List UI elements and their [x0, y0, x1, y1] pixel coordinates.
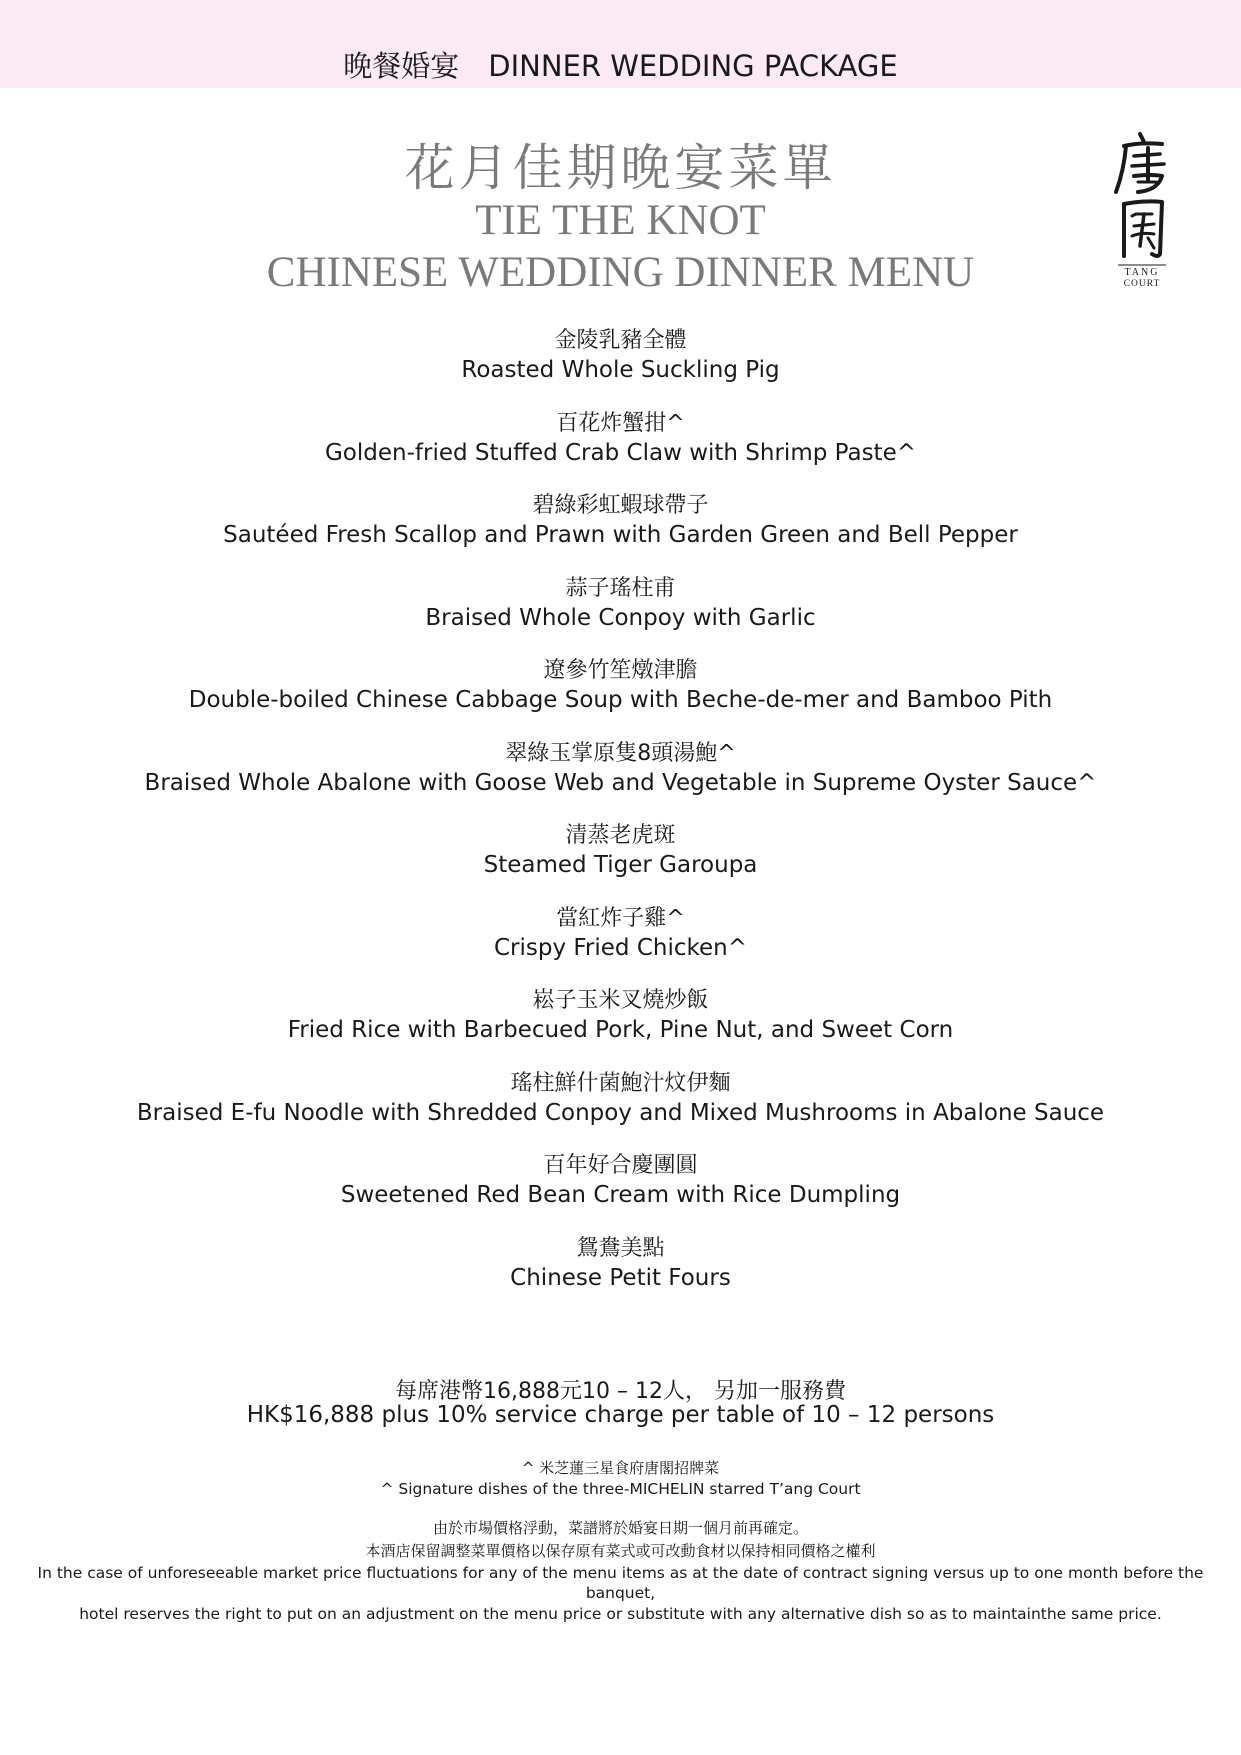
price-adjustment-note-chinese: 本酒店保留調整菜單價格以保存原有菜式或可改動食材以保持相同價格之權利 [365, 1542, 876, 1560]
menu-item [0, 410, 1241, 493]
menu-item [0, 905, 1241, 988]
menu-title-english-line2: CHINESE WEDDING DINNER MENU [266, 249, 975, 296]
dish-name-chinese: 清蒸老虎斑 [565, 823, 676, 848]
tang-court-calligraphy-logo-icon [1112, 130, 1172, 290]
dish-name-chinese: 當紅炸子雞^ [556, 905, 685, 931]
menu-item [0, 1235, 1241, 1318]
price-adjustment-note-english: hotel reserves the right to put on an adjustment on the menu price or substitute with any alternative dish so as to maintainthe same price. [79, 1605, 1162, 1623]
dish-name-chinese: 金陵乳豬全體 [554, 328, 687, 353]
dish-name-chinese: 鴛鴦美點 [576, 1235, 665, 1261]
menu-item [0, 1070, 1241, 1153]
price-fluctuation-note-english: In the case of unforeseeable market price fluctuations for any of the menu items as at the date of contract signing versus up to one month before the banquet, [37, 1564, 1204, 1602]
dish-name-chinese: 碧綠彩虹蝦球帶子 [532, 493, 709, 518]
dish-name-chinese: 崧子玉米叉燒炒飯 [532, 988, 709, 1013]
dish-name-english: Steamed Tiger Garoupa [483, 852, 758, 878]
tang-court-logo [1112, 130, 1172, 290]
menu-title-english-line1: TIE THE KNOT [475, 197, 766, 244]
dish-name-chinese: 百花炸蟹拑^ [556, 410, 685, 436]
dish-name-chinese: 瑤柱鮮什菌鮑汁炆伊麵 [510, 1070, 731, 1096]
price-english: HK$16,888 plus 10% service charge per table of 10 – 12 persons [246, 1402, 995, 1428]
menu-item [0, 740, 1241, 823]
dish-name-english: Braised E-fu Noodle with Shredded Conpoy and Mixed Mushrooms in Abalone Sauce [136, 1099, 1105, 1126]
dish-name-chinese: 翠綠玉掌原隻8頭湯鮑^ [505, 740, 736, 766]
menu-item [0, 1152, 1241, 1235]
dish-name-english: Roasted Whole Suckling Pig [461, 357, 780, 383]
menu-item [0, 822, 1241, 905]
signature-note-chinese: ^ 米芝蓮三星食府唐閣招牌菜 [521, 1459, 720, 1477]
dish-name-english: Sautéed Fresh Scallop and Prawn with Garden Green and Bell Pepper [223, 522, 1018, 548]
menu-item [0, 575, 1241, 658]
signature-note-english: ^ Signature dishes of the three-MICHELIN starred T’ang Court [380, 1480, 861, 1498]
price-fluctuation-note-chinese: 由於市場價格浮動，菜譜將於婚宴日期一個月前再確定。 [432, 1519, 808, 1537]
dish-name-english: Sweetened Red Bean Cream with Rice Dumpling [340, 1182, 901, 1208]
menu-item [0, 657, 1241, 740]
package-title: 晚餐婚宴 DINNER WEDDING PACKAGE [343, 49, 898, 83]
dish-name-english: Golden-fried Stuffed Crab Claw with Shrimp Paste^ [324, 439, 916, 466]
dish-name-english: Chinese Petit Fours [510, 1264, 731, 1291]
dish-name-english: Braised Whole Conpoy with Garlic [425, 604, 816, 631]
menu-title-chinese: 花月佳期晚宴菜單 [404, 139, 837, 197]
logo-text-court: COURT [1123, 279, 1161, 289]
menu-item [0, 327, 1241, 410]
dish-name-english: Double-boiled Chinese Cabbage Soup with Beche-de-mer and Bamboo Pith [188, 687, 1053, 713]
price-chinese: 每席港幣16,888元10 – 12人， 另加一服務費 [395, 1379, 846, 1404]
dish-name-chinese: 遼參竹笙燉津膽 [543, 658, 698, 683]
dish-name-chinese: 蒜子瑤柱甫 [565, 575, 676, 601]
dish-name-english: Fried Rice with Barbecued Pork, Pine Nut, and Sweet Corn [287, 1017, 954, 1043]
dish-name-english: Braised Whole Abalone with Goose Web and Vegetable in Supreme Oyster Sauce^ [144, 769, 1097, 796]
menu-item [0, 987, 1241, 1070]
menu-list [0, 327, 1241, 1317]
logo-text-tang: TANG [1124, 267, 1160, 278]
dish-name-chinese: 百年好合慶團圓 [543, 1153, 698, 1178]
dish-name-english: Crispy Fried Chicken^ [493, 934, 748, 961]
menu-item [0, 492, 1241, 575]
